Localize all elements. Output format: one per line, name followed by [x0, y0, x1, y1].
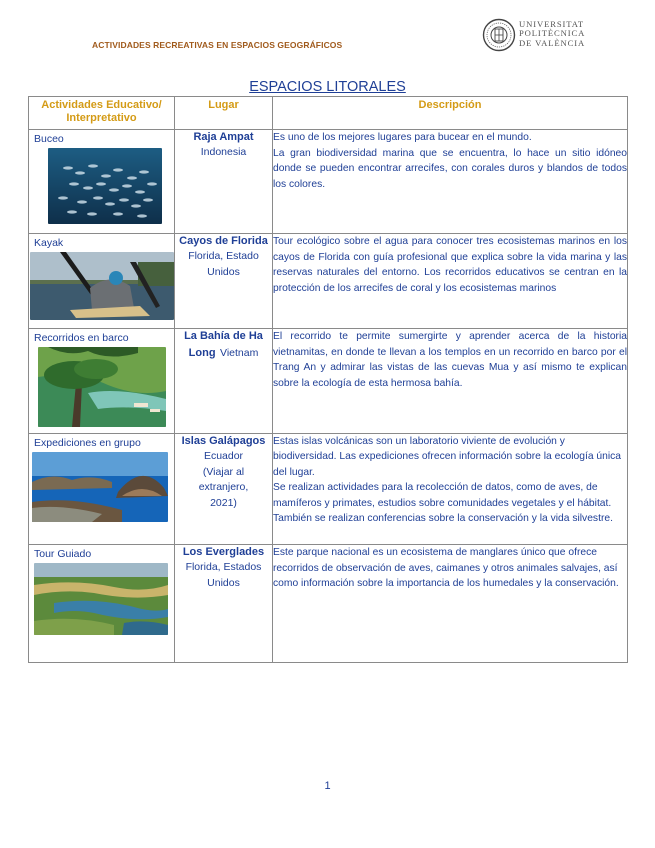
place-country: Vietnam — [220, 347, 259, 359]
place-note: (Viajar al — [202, 465, 245, 478]
place-cell — [175, 130, 273, 234]
activity-cell — [29, 545, 175, 663]
university-logo — [482, 18, 592, 52]
description-cell — [273, 329, 628, 434]
place-cell — [175, 545, 273, 663]
galapagos-photo — [32, 452, 168, 522]
logo-line: UNIVERSITAT — [519, 19, 585, 29]
page-number: 1 — [324, 780, 331, 792]
activities-table — [28, 96, 628, 663]
activity-cell — [29, 234, 175, 329]
place-name: Islas Galápagos — [181, 435, 266, 447]
place-name: Long — [188, 347, 216, 359]
everglades-photo — [34, 563, 168, 635]
table-row — [29, 329, 628, 434]
description-paragraph: Se realizan actividades para la recolección de datos, como de aves, de mamíferos y primates, estudios sobre comunidades vegetales y el hábitat. También se realizan conferencias sobre la conservación y la vida silvestre. — [273, 482, 613, 525]
description-cell — [273, 130, 628, 234]
place-cell — [175, 434, 273, 545]
description-paragraph: Es uno de los mejores lugares para bucear en el mundo. — [273, 132, 532, 143]
activity-name: Buceo — [34, 133, 64, 145]
activity-name: Recorridos en barco — [34, 332, 129, 344]
description-paragraph: Tour ecológico sobre el agua para conocer tres ecosistemas marinos en los cayos de Florida con guía profesional que explica sobre la vida marina y las reservas naturales del entorno. Los recorridos educativos se centran en la protección de los arrecifes de coral y los ecosistemas marinos — [273, 236, 627, 294]
header-activities — [29, 97, 175, 130]
place-country: Unidos — [207, 265, 240, 278]
activity-name: Kayak — [34, 237, 64, 249]
place-name: Los Everglades — [182, 546, 265, 558]
activity-cell — [29, 329, 175, 434]
place-name-line — [175, 344, 272, 362]
place-country: Unidos — [207, 576, 240, 589]
activity-cell — [29, 130, 175, 234]
table-row — [29, 434, 628, 545]
place-note: extranjero, — [198, 481, 249, 493]
description-cell — [273, 234, 628, 329]
section-title: ESPACIOS LITORALES — [249, 79, 406, 95]
logo-line: POLITÈCNICA — [519, 28, 586, 39]
university-seal-icon — [482, 18, 516, 52]
kayak-photo — [30, 252, 174, 320]
place-name: Cayos de Florida — [179, 235, 268, 247]
place-country: Indonesia — [200, 146, 247, 158]
diving-photo — [48, 148, 162, 224]
description-paragraph: Estas islas volcánicas son un laboratorio viviente de evolución y biodiversidad. Las expediciones ofrecen información sobre la ecología única del lugar. — [273, 436, 622, 478]
place-country: Florida, Estado — [188, 250, 259, 262]
description-cell — [273, 434, 628, 545]
description-paragraph: El recorrido te permite sumergirte y aprender acerca de la historia vietnamitas, en donde te llevan a los templos en un recorrido en barco por el Trang An y admirar las vistas de las cuevas Mua y así mismo te explican sobre la ecología de esta hermosa bahía. — [273, 331, 627, 389]
place-country: Ecuador — [203, 450, 244, 462]
activity-name: Expediciones en grupo — [34, 437, 141, 449]
header-activities-line1: Actividades Educativo/ — [41, 99, 162, 111]
activity-name: Tour Guiado — [34, 548, 92, 560]
table-row — [29, 130, 628, 234]
place-country: Florida, Estados — [185, 561, 262, 573]
place-name: Raja Ampat — [193, 131, 254, 143]
description-paragraph: La gran biodiversidad marina que se encuentra, lo hace un sitio idóneo donde se pueden encontrar arrecifes, con corales duros y blandos de todos los colores. — [273, 147, 627, 190]
table-row — [29, 545, 628, 663]
header-place: Lugar — [175, 97, 273, 130]
document-header-title: ACTIVIDADES RECREATIVAS EN ESPACIOS GEOGRÁFICOS — [92, 40, 343, 50]
description-paragraph: Este parque nacional es un ecosistema de manglares único que ofrece recorridos de observación de aves, caimanes y otros animales salvajes, así como información sobre la importancia de los humedales y la conservación. — [273, 547, 619, 590]
activity-cell — [29, 434, 175, 545]
table-header-row — [29, 97, 628, 130]
place-note: 2021) — [210, 496, 237, 509]
description-cell — [273, 545, 628, 663]
university-name — [519, 20, 585, 48]
logo-line: DE VALÈNCIA — [519, 37, 586, 48]
table-row — [29, 234, 628, 329]
place-name: La Bahía de Ha — [184, 330, 263, 342]
header-description: Descripción — [273, 97, 628, 130]
halong-bay-photo — [38, 347, 166, 427]
header-activities-line2: Interpretativo — [66, 112, 137, 124]
place-cell — [175, 234, 273, 329]
place-cell — [175, 329, 273, 434]
